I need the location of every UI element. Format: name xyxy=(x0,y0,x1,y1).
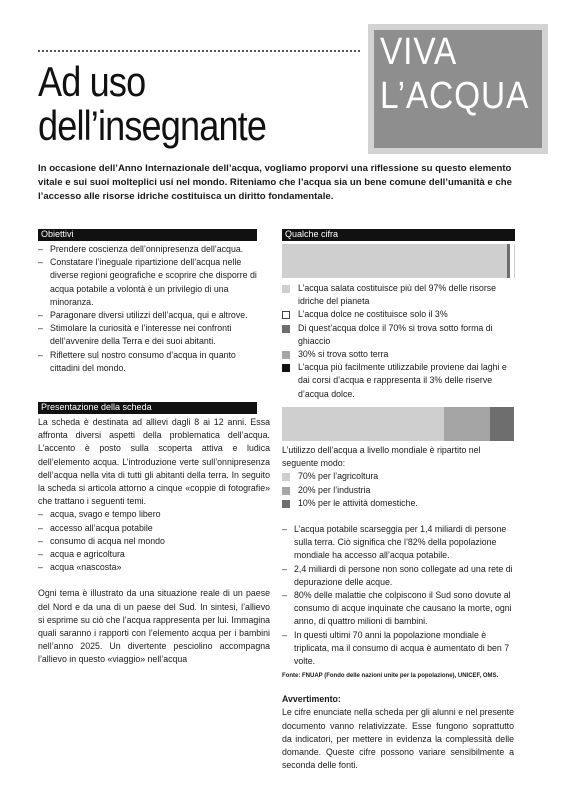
objective-item: – Prendere coscienza dell’onnipresenza dell’acqua. xyxy=(38,243,266,256)
legend-item xyxy=(282,322,514,348)
legend-text: 30% si trova sotto terra xyxy=(298,349,389,360)
legend-text: L’acqua salata costituisce più del 97% delle risorse idriche del pianeta xyxy=(298,283,497,307)
objective-item: – Constatare l’ineguale ripartizione dell’acqua nelle diverse regioni geografiche e scoprire che disporre di acqua potabile a volontà è un privilegio di una minoranza. xyxy=(38,256,266,309)
themes-list xyxy=(38,508,270,574)
legend-item xyxy=(282,361,514,401)
theme-item: – accesso all’acqua potabile xyxy=(38,522,270,535)
fact-item: – 80% delle malattie che colpiscono il Sud sono dovute al consumo di acque inquinate che causano la morte, ogni anno, di quattro milioni di bambini. xyxy=(282,589,514,629)
bar-segment-0 xyxy=(282,244,507,278)
legend-item xyxy=(282,484,514,497)
title-line-2: dell’insegnante xyxy=(38,102,267,149)
stamp-line-1: VIVA xyxy=(380,31,458,73)
stamp-text xyxy=(380,30,530,118)
page-title xyxy=(38,60,266,148)
legend-item xyxy=(282,470,514,483)
cifre-heading: Qualche cifra xyxy=(282,229,515,241)
bar-segment-1 xyxy=(507,244,515,278)
legend-swatch xyxy=(282,473,290,481)
theme-item: – acqua, svago e tempo libero xyxy=(38,508,270,521)
legend-1-list xyxy=(282,282,514,401)
objective-item: – Riflettere sul nostro consumo d’acqua in quanto cittadini del mondo. xyxy=(38,349,266,375)
fact-item: – In questi ultimi 70 anni la popolazione mondiale è triplicata, ma il consumo di acqua è aumentato di ben 7 volte. xyxy=(282,629,514,669)
usage-segment-2 xyxy=(490,407,514,441)
usage-segment-0 xyxy=(282,407,444,441)
stamp-line-2: L’ACQUA xyxy=(380,75,530,117)
legend-swatch xyxy=(282,311,290,319)
water-resources-bar xyxy=(282,244,514,278)
legend-text: 70% per l’agricoltura xyxy=(298,471,379,482)
cifre-usage xyxy=(282,444,514,772)
fact-item: – 2,4 miliardi di persone non sono collegate ad una rete di depurazione delle acque. xyxy=(282,563,514,589)
presentazione-para-2: Ogni tema è illustrato da una situazione reale di un paese del Nord e da una di un paese del Sud. In sintesi, l’allievo si esprime su ciò che l’acqua rappresenta per lui. Immagina quali saranno i rapporti con l’elemento acqua per i bambini nell’anno 2025. Un divertente pesciolino accompagna l’allievo in questo «viaggio» nell’acqua xyxy=(38,588,270,665)
objective-item: – Stimolare la curiosità e l’interesse nei confronti dell’avvenire della Terra e dei suoi abitanti. xyxy=(38,322,266,348)
legend-2-list xyxy=(282,470,514,510)
obiettivi-section xyxy=(38,243,266,375)
legend-item xyxy=(282,497,514,510)
warning-title: Avvertimento: xyxy=(282,694,341,705)
theme-item: – acqua «nascosta» xyxy=(38,561,270,574)
fresh-water-marker xyxy=(507,244,510,278)
legend-text: Di quest’acqua dolce il 70% si trova sotto forma di ghiaccio xyxy=(298,322,493,346)
cifre-legend-1 xyxy=(282,282,514,401)
usage-segment-1 xyxy=(444,407,490,441)
presentazione-para-1: La scheda è destinata ad allievi dagli 8 ai 12 anni. Essa affronta diversi aspetti della problematica dell’acqua. L’accento è posto sulla scoperta attiva e ludica dell’elemento acqua. L’introduzione verte sull’onnipresenza dell’acqua nella vita di tutti gli abitanti della terra. In seguito la scheda si articola attorno a cinque «coppie di fotografie» che trattano i seguenti temi. xyxy=(38,417,270,507)
obiettivi-heading: Obiettivi xyxy=(38,229,257,241)
legend-swatch xyxy=(282,364,290,372)
presentazione-heading: Presentazione della scheda xyxy=(38,402,257,414)
warning-text: Le cifre enunciate nella scheda per gli alunni e nel presente documento vanno relativizzate. Esse fungono soprattutto da indicatori, per mettere in evidenza la complessità delle domande. Queste cifre possono variare sensibilmente a seconda delle fonti. xyxy=(282,707,514,771)
legend-swatch xyxy=(282,500,290,508)
theme-item: – acqua e agricoltura xyxy=(38,548,270,561)
legend-item xyxy=(282,282,514,308)
theme-item: – consumo di acqua nel mondo xyxy=(38,535,270,548)
legend-swatch xyxy=(282,285,290,293)
usage-intro: L’utilizzo dell’acqua a livello mondiale è ripartito nel seguente modo: xyxy=(282,445,481,469)
legend-text: 10% per le attività domestiche. xyxy=(298,497,418,508)
source-note: Fonte: FNUAP (Fondo delle nazioni unite per la popolazione), UNICEF, OMS. xyxy=(282,673,499,680)
facts-list xyxy=(282,523,514,668)
water-usage-bar xyxy=(282,407,514,441)
fact-item: – L’acqua potabile scarseggia per 1,4 miliardi di persone sulla terra. Ciò significa che l’82% della popolazione mondiale ha accesso all’acqua potabile. xyxy=(282,523,514,563)
legend-swatch xyxy=(282,325,290,333)
intro-paragraph: In occasione dell’Anno Internazionale dell’acqua, vogliamo proporvi una riflessione su questo elemento vitale e sui suoi molteplici usi nel mondo. Riteniamo che l’acqua sia un bene comune dell’umanità e che l’accesso alle risorse idriche costituisca un diritto fondamentale. xyxy=(38,163,512,202)
obiettivi-list xyxy=(38,243,266,375)
objective-item: – Paragonare diversi utilizzi dell’acqua, qui e altrove. xyxy=(38,309,266,322)
legend-text: L’acqua più facilmente utilizzabile proviene dai laghi e dai corsi d’acqua e rappresenta il 3% delle riserve d’acqua dolce. xyxy=(298,362,507,399)
legend-item xyxy=(282,308,514,321)
dotted-divider xyxy=(38,50,360,52)
legend-swatch xyxy=(282,487,290,495)
legend-item xyxy=(282,348,514,361)
legend-text: 20% per l’industria xyxy=(298,484,371,495)
legend-text: L’acqua dolce ne costituisce solo il 3% xyxy=(298,309,448,320)
presentazione-section xyxy=(38,416,270,667)
legend-swatch xyxy=(282,351,290,359)
title-line-1: Ad uso xyxy=(38,58,146,105)
